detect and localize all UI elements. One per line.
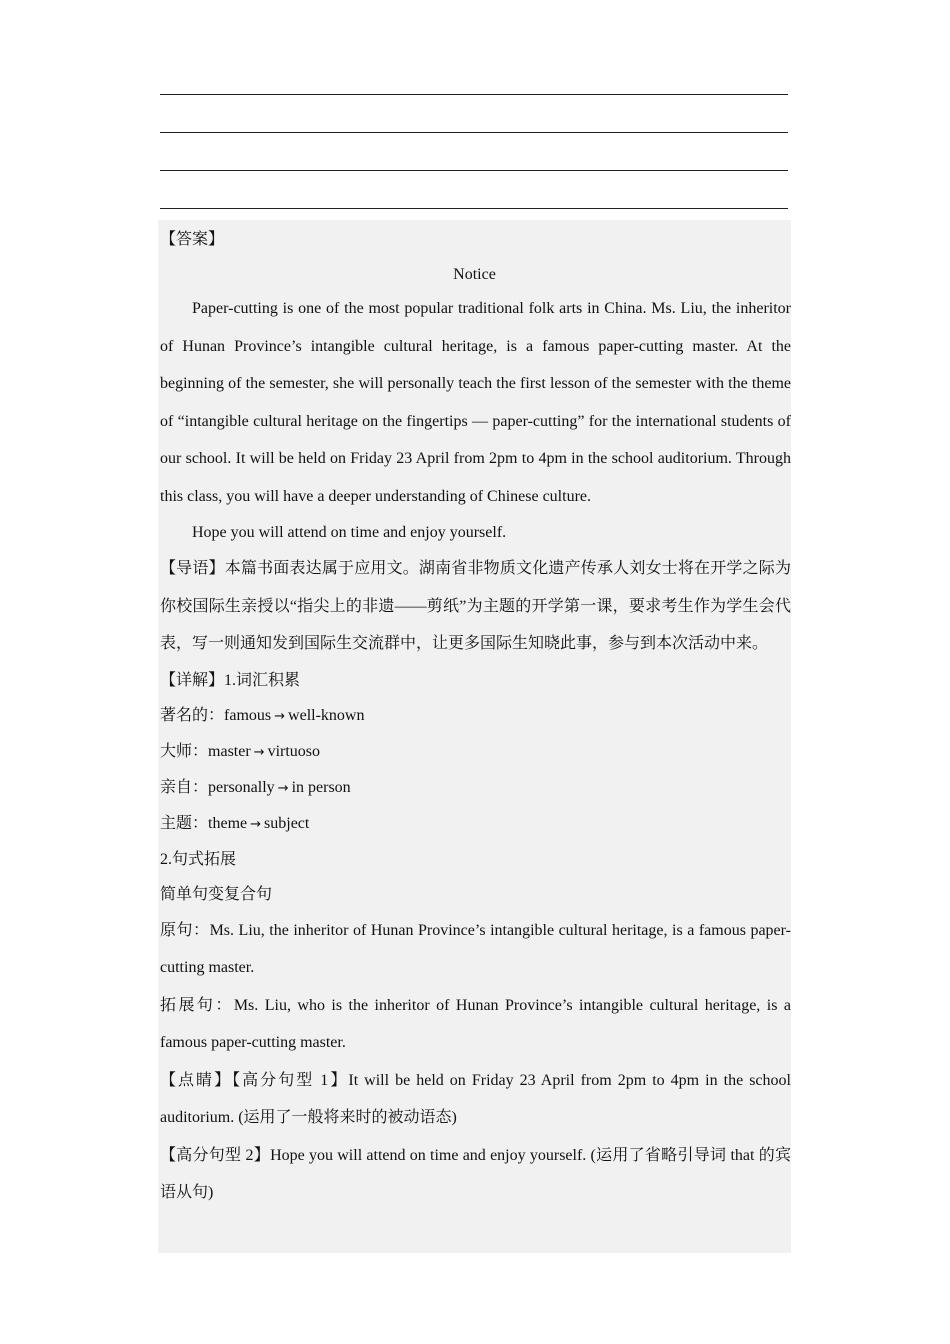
notice-paragraph-2: Hope you will attend on time and enjoy yourself. (192, 524, 507, 541)
highlight-1-text: It will be held on Friday 23 April from 2pm to 4pm in the school auditorium. (运用了一般将来时的被动语态) (160, 1071, 791, 1126)
vocab-to: virtuoso (267, 742, 321, 760)
expanded-text: Ms. Liu, who is the inheritor of Hunan Province’s intangible cultural heritage, is a famous paper-cutting master. (160, 996, 791, 1051)
answer-line-2 (160, 114, 788, 133)
highlight-sentence-1 (160, 1062, 791, 1137)
detail-heading (160, 663, 791, 698)
vocab-to: subject (264, 814, 310, 832)
highlight-1-label: 【高分句型 1】 (232, 1071, 349, 1089)
vocab-item (160, 806, 791, 842)
vocab-item (160, 734, 791, 770)
highlight-sentence-2 (160, 1137, 791, 1212)
expanded-label: 拓展句： (160, 996, 234, 1014)
vocab-cn: 著名的： (160, 706, 225, 724)
vocab-item (160, 770, 791, 806)
answer-label: 【答案】 (160, 231, 225, 248)
notice-title: Notice (453, 266, 496, 283)
answer-line-4 (160, 190, 788, 209)
arrow-right-icon: → (253, 744, 265, 760)
vocab-item (160, 698, 791, 734)
vocab-from: personally (208, 778, 275, 796)
vocab-from: master (208, 742, 251, 760)
answer-block (158, 220, 791, 1253)
guide-label: 【导语】 (160, 560, 225, 577)
vocab-to: well-known (288, 706, 365, 724)
answer-line-3 (160, 152, 788, 171)
sentence-heading: 2.句式拓展 (160, 850, 237, 868)
arrow-right-icon: → (250, 816, 262, 832)
vocab-from: famous (224, 706, 272, 724)
vocab-cn: 主题： (160, 814, 209, 832)
highlight-2-text: Hope you will attend on time and enjoy yourself. (运用了省略引导词 that 的宾语从句) (160, 1146, 791, 1201)
vocab-to: in person (291, 778, 351, 796)
original-label: 原句： (160, 921, 210, 939)
guide-paragraph (160, 550, 791, 663)
highlight-2-label: 【高分句型 2】 (160, 1146, 271, 1164)
vocab-from: theme (208, 814, 248, 832)
arrow-right-icon: → (274, 708, 286, 724)
answer-lines (160, 76, 788, 228)
original-sentence (160, 912, 791, 987)
answer-line-1 (160, 76, 788, 95)
expanded-sentence (160, 987, 791, 1062)
sentence-subheading: 简单句变复合句 (160, 885, 273, 903)
vocab-heading: 1.词汇积累 (224, 671, 301, 689)
arrow-right-icon: → (277, 780, 289, 796)
guide-text: 本篇书面表达属于应用文。湖南省非物质文化遗产传承人刘女士将在开学之际为你校国际生亲授以“指尖上的非遗——剪纸”为主题的开学第一课，要求考生作为学生会代表，写一则通知发到国际生交流群中，让更多国际生知晓此事，参与到本次活动中来。 (160, 560, 791, 652)
notice-paragraph-1: Paper-cutting is one of the most popular traditional folk arts in China. Ms. Liu, the inheritor of Hunan Province’s intangible cultural heritage, is a famous paper-cutting master. At the beginning of the semester, she will personally teach the first lesson of the semester with the theme of “intangible cultural heritage on the fingertips — paper-cutting” for the international students of our school. It will be held on Friday 23 April from 2pm to 4pm in the school auditorium. Through this class, you will have a deeper understanding of Chinese culture. (160, 300, 791, 505)
vocab-cn: 大师： (160, 742, 209, 760)
detail-label: 【详解】 (160, 671, 225, 689)
highlights-label: 【点睛】 (160, 1071, 233, 1089)
original-text: Ms. Liu, the inheritor of Hunan Province’s intangible cultural heritage, is a famous paper-cutting master. (160, 921, 791, 976)
vocab-cn: 亲自： (160, 778, 209, 796)
